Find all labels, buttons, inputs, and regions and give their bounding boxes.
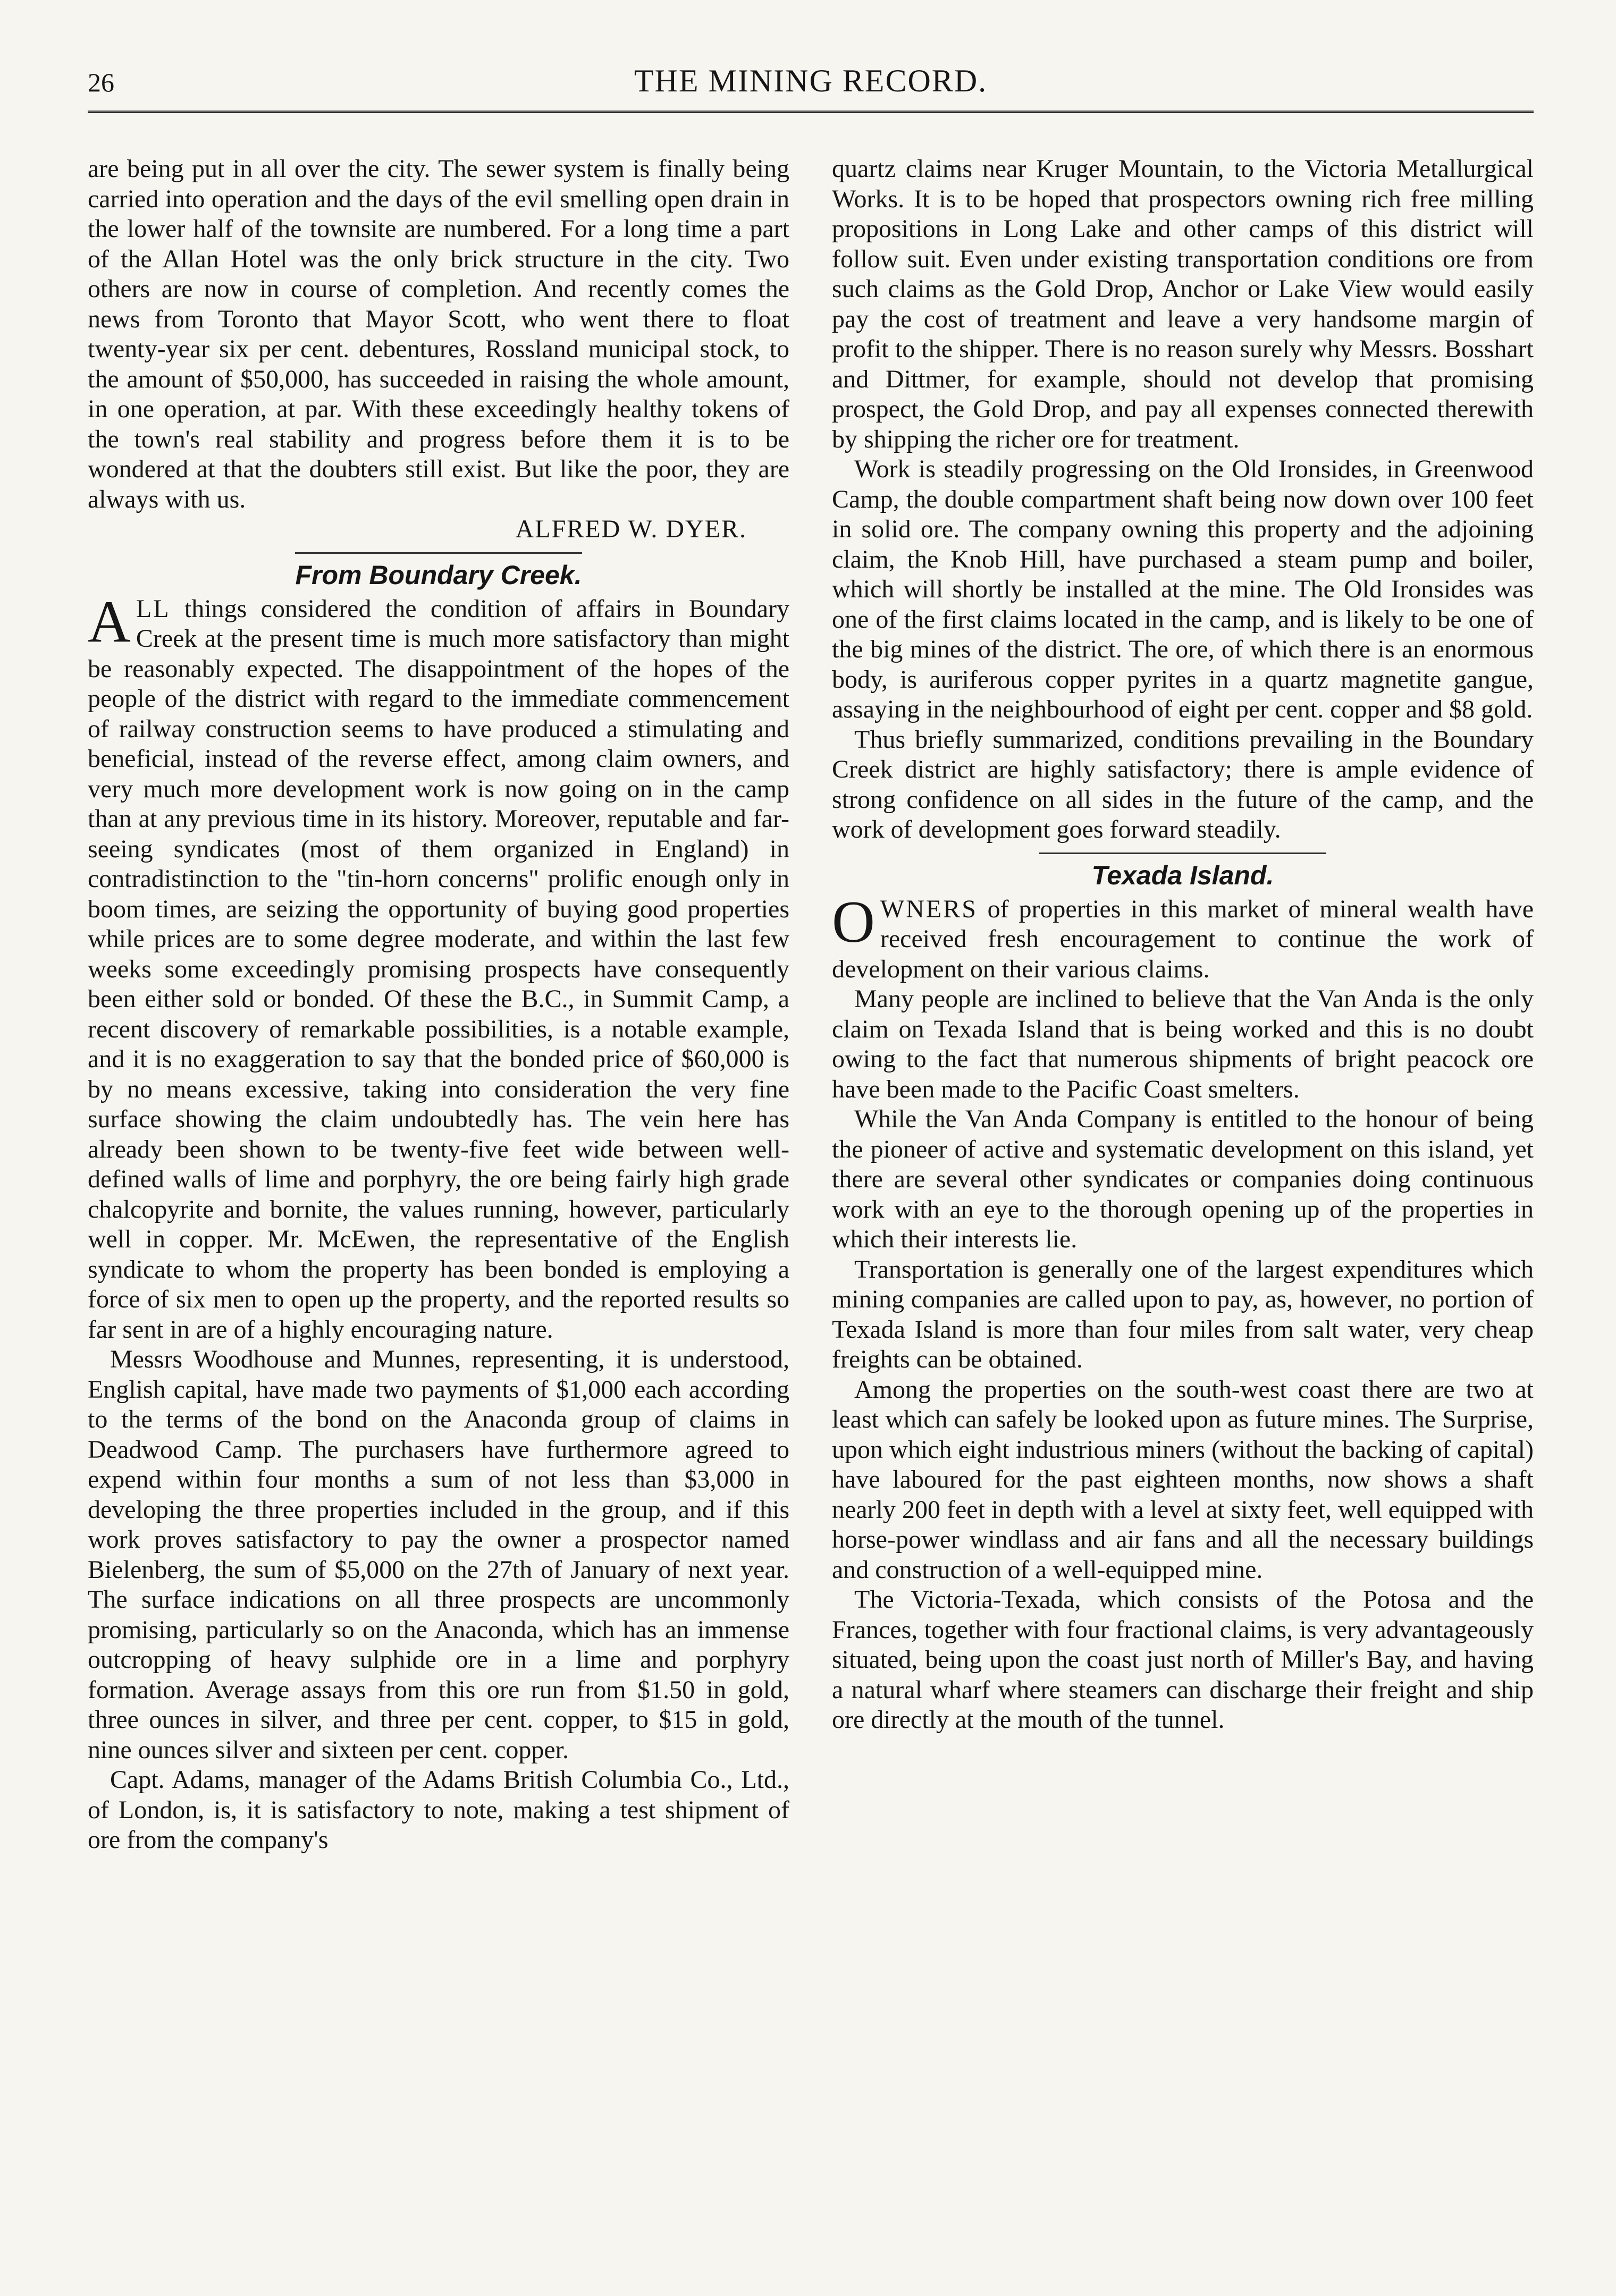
boundary-creek-paragraph-2: Messrs Woodhouse and Munnes, representing, it is understood, English capital, have made two payments of $1,000 each according to the terms of the bond on the Anaconda group of claims in Deadwood Camp. The purchasers have furthermore agreed to expend within four months a sum of not less than $3,000 in developing the three properties included in the group, and if this work proves satisfactory to pay the owner a prospector named Bielenberg, the sum of $5,000 on the 27th of January of next year. The surface indications on all three prospects are uncommonly promising, particularly so on the Anaconda, which has an immense outcropping of heavy sulphide ore in a lime and porphyry formation. Average assays from this ore run from $1.50 in gold, three ounces in silver, and three per cent. copper, to $15 in gold, nine ounces silver and sixteen per cent. copper. xyxy=(88,1345,789,1764)
section-title-texada-island: Texada Island. xyxy=(1091,860,1274,890)
article-continuation: are being put in all over the city. The sewer system is finally being carried into operation and the days of the evil smelling open drain in the lower half of the townsite are numbered. For a long time a part of the Allan Hotel was the only brick structure in the city. Two others are now in course of completion. And recently comes the news from Toronto that Mayor Scott, who went there to float twenty-year six per cent. debentures, Rossland municipal stock, to the amount of $50,000, has succeeded in raising the whole amount, in one operation, at par. With these exceedingly healthy tokens of the town's real stability and progress before them it is to be wondered at that the doubters still exist. But like the poor, they are always with us. xyxy=(88,155,789,513)
author-signature: ALFRED W. DYER. xyxy=(515,515,747,543)
running-head: THE MINING RECORD. xyxy=(634,63,988,98)
summary-paragraph: Thus briefly summarized, conditions prevailing in the Boundary Creek district are highly satisfactory; there is ample evidence of strong confidence on all sides in the future of the camp, and the work of development goes forward steadily. xyxy=(832,725,1534,843)
paragraph-text: things considered the condition of affairs in Boundary Creek at the present time is much more satisfactory than might be reasonably expected. The disappointment of the hopes of the people of the district with regard to the immediate commencement of railway construction seems to have produced a stimulating and beneficial, instead of the reverse effect, among claim owners, and very much more development work is now going on in the camp than at any previous time in its history. Moreover, reputable and far-seeing syndicates (most of them organized in England) in contradistinction to the "tin-horn concerns" prolific enough only in boom times, are seizing the opportunity of buying good properties while prices are to some degree moderate, and within the last few weeks some exceedingly promising prospects have consequently been either sold or bonded. Of these the B.C., in Summit Camp, a recent discovery of remarkable possibilities, is a notable example, and it is no exaggeration to say that the bonded price of $60,000 is by no means excessive, taking into consideration the very fine surface showing the claim undoubtedly has. The vein here has already been shown to be twenty-five feet wide between well-defined walls of lime and porphyry, the ore being fairly high grade chalcopyrite and bornite, the values running, however, particularly well in copper. Mr. McEwen, the representative of the English syndicate to whom the property has been bonded is employing a force of six men to open up the property, and the reported results so far sent in are of a highly encouraging nature. xyxy=(88,594,789,1344)
texada-paragraph-2: Many people are inclined to believe that the Van Anda is the only claim on Texada Island that is being worked and this is no doubt owing to the fact that numerous shipments of bright peacock ore have been made to the Pacific Coast smelters. xyxy=(832,985,1534,1103)
texada-paragraph-3: While the Van Anda Company is entitled to the honour of being the pioneer of active and systematic development on this island, yet there are several other syndicates or companies doing continuous work with an eye to the thorough opening up of the properties in which their interests lie. xyxy=(832,1105,1534,1253)
header-rule xyxy=(88,111,1534,113)
lead-caps: LL xyxy=(136,594,171,623)
texada-paragraph-1 xyxy=(832,889,1534,985)
right-column xyxy=(832,154,1534,2253)
section-divider xyxy=(1039,852,1326,854)
texada-paragraph-6: The Victoria-Texada, which consists of the Potosa and the Frances, together with four fractional claims, is very advantageously situated, being upon the coast just north of Miller's Bay, and having a natural wharf where steamers can discharge their freight and ship ore directly at the mouth of the tunnel. xyxy=(832,1585,1534,1734)
page-header xyxy=(88,63,1534,111)
old-ironsides-paragraph: Work is steadily progressing on the Old Ironsides, in Greenwood Camp, the double compartment shaft being now down over 100 feet in solid ore. The company owning this property and the adjoining claim, the Knob Hill, have purchased a steam pump and boiler, which will shortly be installed at the mine. The Old Ironsides was one of the first claims located in the camp, and is likely to be one of the big mines of the district. The ore, of which there is an enormous body, is auriferous copper pyrites in a quartz magnetite gangue, assaying in the neighbourhood of eight per cent. copper and $8 gold. xyxy=(832,455,1534,723)
drop-cap: A xyxy=(88,588,131,655)
texada-paragraph-4: Transportation is generally one of the largest expenditures which mining companies are called upon to pay, as, however, no portion of Texada Island is more than four miles from salt water, very cheap freights can be obtained. xyxy=(832,1255,1534,1373)
section-divider xyxy=(295,552,582,554)
paragraph-text: of properties in this market of mineral wealth have received fresh encouragement to continue the work of development on their various claims. xyxy=(832,894,1534,983)
drop-cap: O xyxy=(832,889,875,955)
boundary-creek-paragraph-3: Capt. Adams, manager of the Adams British Columbia Co., Ltd., of London, is, it is satisfactory to note, making a test shipment of ore from the company's xyxy=(88,1766,789,1854)
texada-paragraph-5: Among the properties on the south-west coast there are two at least which can safely be looked upon as future mines. The Surprise, upon which eight industrious miners (without the backing of capital) have laboured for the past eighteen months, now shows a shaft nearly 200 feet in depth with a level at sixty feet, well equipped with horse-power windlass and air fans and all the necessary buildings and construction of a well-equipped mine. xyxy=(832,1375,1534,1584)
page-number: 26 xyxy=(88,67,114,97)
boundary-creek-continuation: quartz claims near Kruger Mountain, to the Victoria Metallurgical Works. It is to be hoped that prospectors owning rich free milling propositions in Long Lake and other camps of this district will follow suit. Even under existing transportation conditions ore from such claims as the Gold Drop, Anchor or Lake View would easily pay the cost of treatment and leave a very handsome margin of profit to the shipper. There is no reason surely why Messrs. Bosshart and Dittmer, for example, should not develop that promising prospect, the Gold Drop, and pay all expenses connected therewith by shipping the richer ore for treatment. xyxy=(832,155,1534,453)
left-column xyxy=(88,154,789,2253)
boundary-creek-paragraph-1 xyxy=(88,588,789,1345)
section-title-boundary-creek: From Boundary Creek. xyxy=(295,560,582,590)
lead-caps: WNERS xyxy=(880,894,978,923)
